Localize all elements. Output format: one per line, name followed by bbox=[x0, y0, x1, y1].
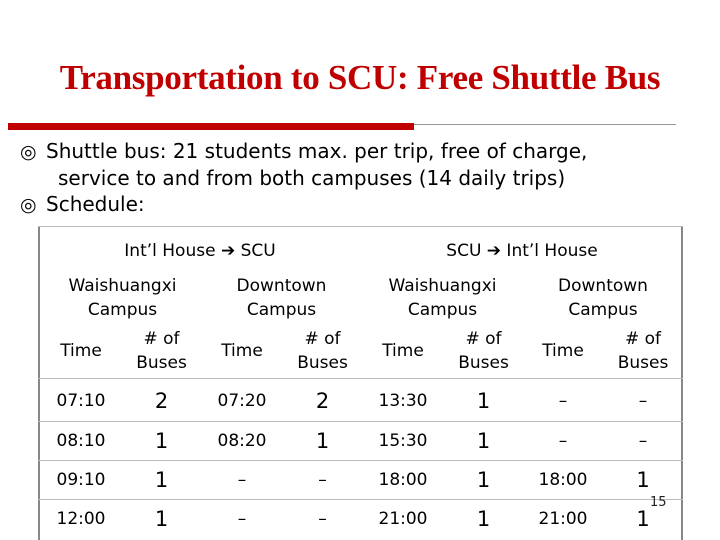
direction-header-to-scu: Int’l House ➔ SCU bbox=[124, 241, 276, 261]
table-cell-time: – bbox=[558, 391, 568, 411]
table-cell-time: 07:10 bbox=[56, 391, 106, 411]
campus-header bbox=[40, 274, 205, 322]
table-cell-buses: 1 bbox=[154, 506, 169, 531]
column-header-time: Time bbox=[542, 341, 584, 361]
table-cell-time: 21:00 bbox=[538, 508, 588, 529]
column-header-buses-line2: Buses bbox=[458, 353, 509, 373]
table-cell-buses: 1 bbox=[476, 428, 491, 453]
title-underline-thin bbox=[414, 124, 676, 125]
column-header-buses-line1: # of bbox=[465, 329, 502, 349]
column-header-time: Time bbox=[221, 341, 263, 361]
bullet-continuation: service to and from both campuses (14 daily trips) bbox=[58, 166, 566, 190]
column-header-buses bbox=[283, 326, 362, 376]
campus-name: Waishuangxi bbox=[68, 276, 177, 296]
bullet-icon: ◎ bbox=[20, 194, 37, 216]
column-header-buses-line2: Buses bbox=[297, 353, 348, 373]
campus-suffix: Campus bbox=[407, 300, 478, 320]
table-cell-time: 12:00 bbox=[56, 508, 106, 529]
table-cell-buses: – bbox=[638, 430, 648, 451]
table-cell-buses: – bbox=[318, 508, 327, 529]
table-cell-buses: 1 bbox=[154, 428, 169, 453]
table-cell-buses: – bbox=[638, 391, 648, 411]
table-cell-buses: 1 bbox=[636, 506, 650, 531]
column-header-buses bbox=[122, 326, 201, 376]
table-cell-buses: 2 bbox=[315, 389, 330, 413]
campus-suffix: Campus bbox=[568, 300, 638, 320]
table-cell-time: 08:20 bbox=[217, 430, 267, 451]
table-cell-time: 15:30 bbox=[378, 430, 428, 451]
table-cell-time: 18:00 bbox=[538, 469, 588, 490]
bullet-text: Shuttle bus: 21 students max. per trip, free of charge, bbox=[46, 139, 588, 163]
bullet-item-shuttle bbox=[20, 138, 587, 165]
column-header-buses bbox=[603, 326, 683, 376]
table-cell-time: 18:00 bbox=[378, 469, 428, 490]
column-header-buses bbox=[444, 326, 523, 376]
table-cell-buses: – bbox=[318, 469, 327, 490]
column-header-buses-line2: Buses bbox=[136, 353, 187, 373]
bullet-text: Schedule: bbox=[46, 192, 145, 216]
campus-header bbox=[201, 274, 362, 322]
bullet-item-schedule bbox=[20, 191, 587, 218]
campus-name: Downtown bbox=[558, 276, 648, 296]
column-header-time: Time bbox=[60, 341, 102, 361]
table-cell-time: 21:00 bbox=[378, 508, 428, 529]
table-cell-buses: 1 bbox=[636, 467, 650, 492]
bullet-list bbox=[20, 138, 587, 218]
table-cell-time: – bbox=[558, 430, 568, 451]
campus-header bbox=[523, 274, 683, 322]
column-header-buses-line1: # of bbox=[624, 329, 662, 349]
table-cell-buses: 2 bbox=[154, 389, 169, 413]
table-cell-time: 08:10 bbox=[56, 430, 106, 451]
column-header-buses-line2: Buses bbox=[617, 353, 669, 373]
campus-suffix: Campus bbox=[87, 300, 158, 320]
table-cell-time: 13:30 bbox=[378, 391, 428, 411]
bullet-icon: ◎ bbox=[20, 141, 37, 163]
table-cell-time: 09:10 bbox=[56, 469, 106, 490]
campus-header bbox=[362, 274, 523, 322]
table-cell-buses: 1 bbox=[154, 467, 169, 492]
column-header-time: Time bbox=[382, 341, 424, 361]
column-header-buses-line1: # of bbox=[143, 329, 180, 349]
table-cell-buses: 1 bbox=[315, 428, 330, 453]
column-header-buses-line1: # of bbox=[304, 329, 341, 349]
table-header-border bbox=[38, 378, 683, 379]
direction-header-to-house: SCU ➔ Int’l House bbox=[446, 241, 598, 261]
title-underline-thick bbox=[8, 123, 414, 130]
campus-name: Downtown bbox=[236, 276, 327, 296]
table-top-border bbox=[38, 226, 683, 227]
page-number: 15 bbox=[650, 495, 667, 510]
table-cell-time: 07:20 bbox=[217, 391, 267, 411]
table-cell-time: – bbox=[237, 469, 247, 490]
slide-title: Transportation to SCU: Free Shuttle Bus bbox=[59, 58, 661, 97]
table-cell-buses: 1 bbox=[476, 467, 491, 492]
table-cell-buses: 1 bbox=[476, 389, 491, 413]
table-cell-buses: 1 bbox=[476, 506, 491, 531]
campus-name: Waishuangxi bbox=[388, 276, 497, 296]
table-cell-time: – bbox=[237, 508, 247, 529]
campus-suffix: Campus bbox=[246, 300, 317, 320]
